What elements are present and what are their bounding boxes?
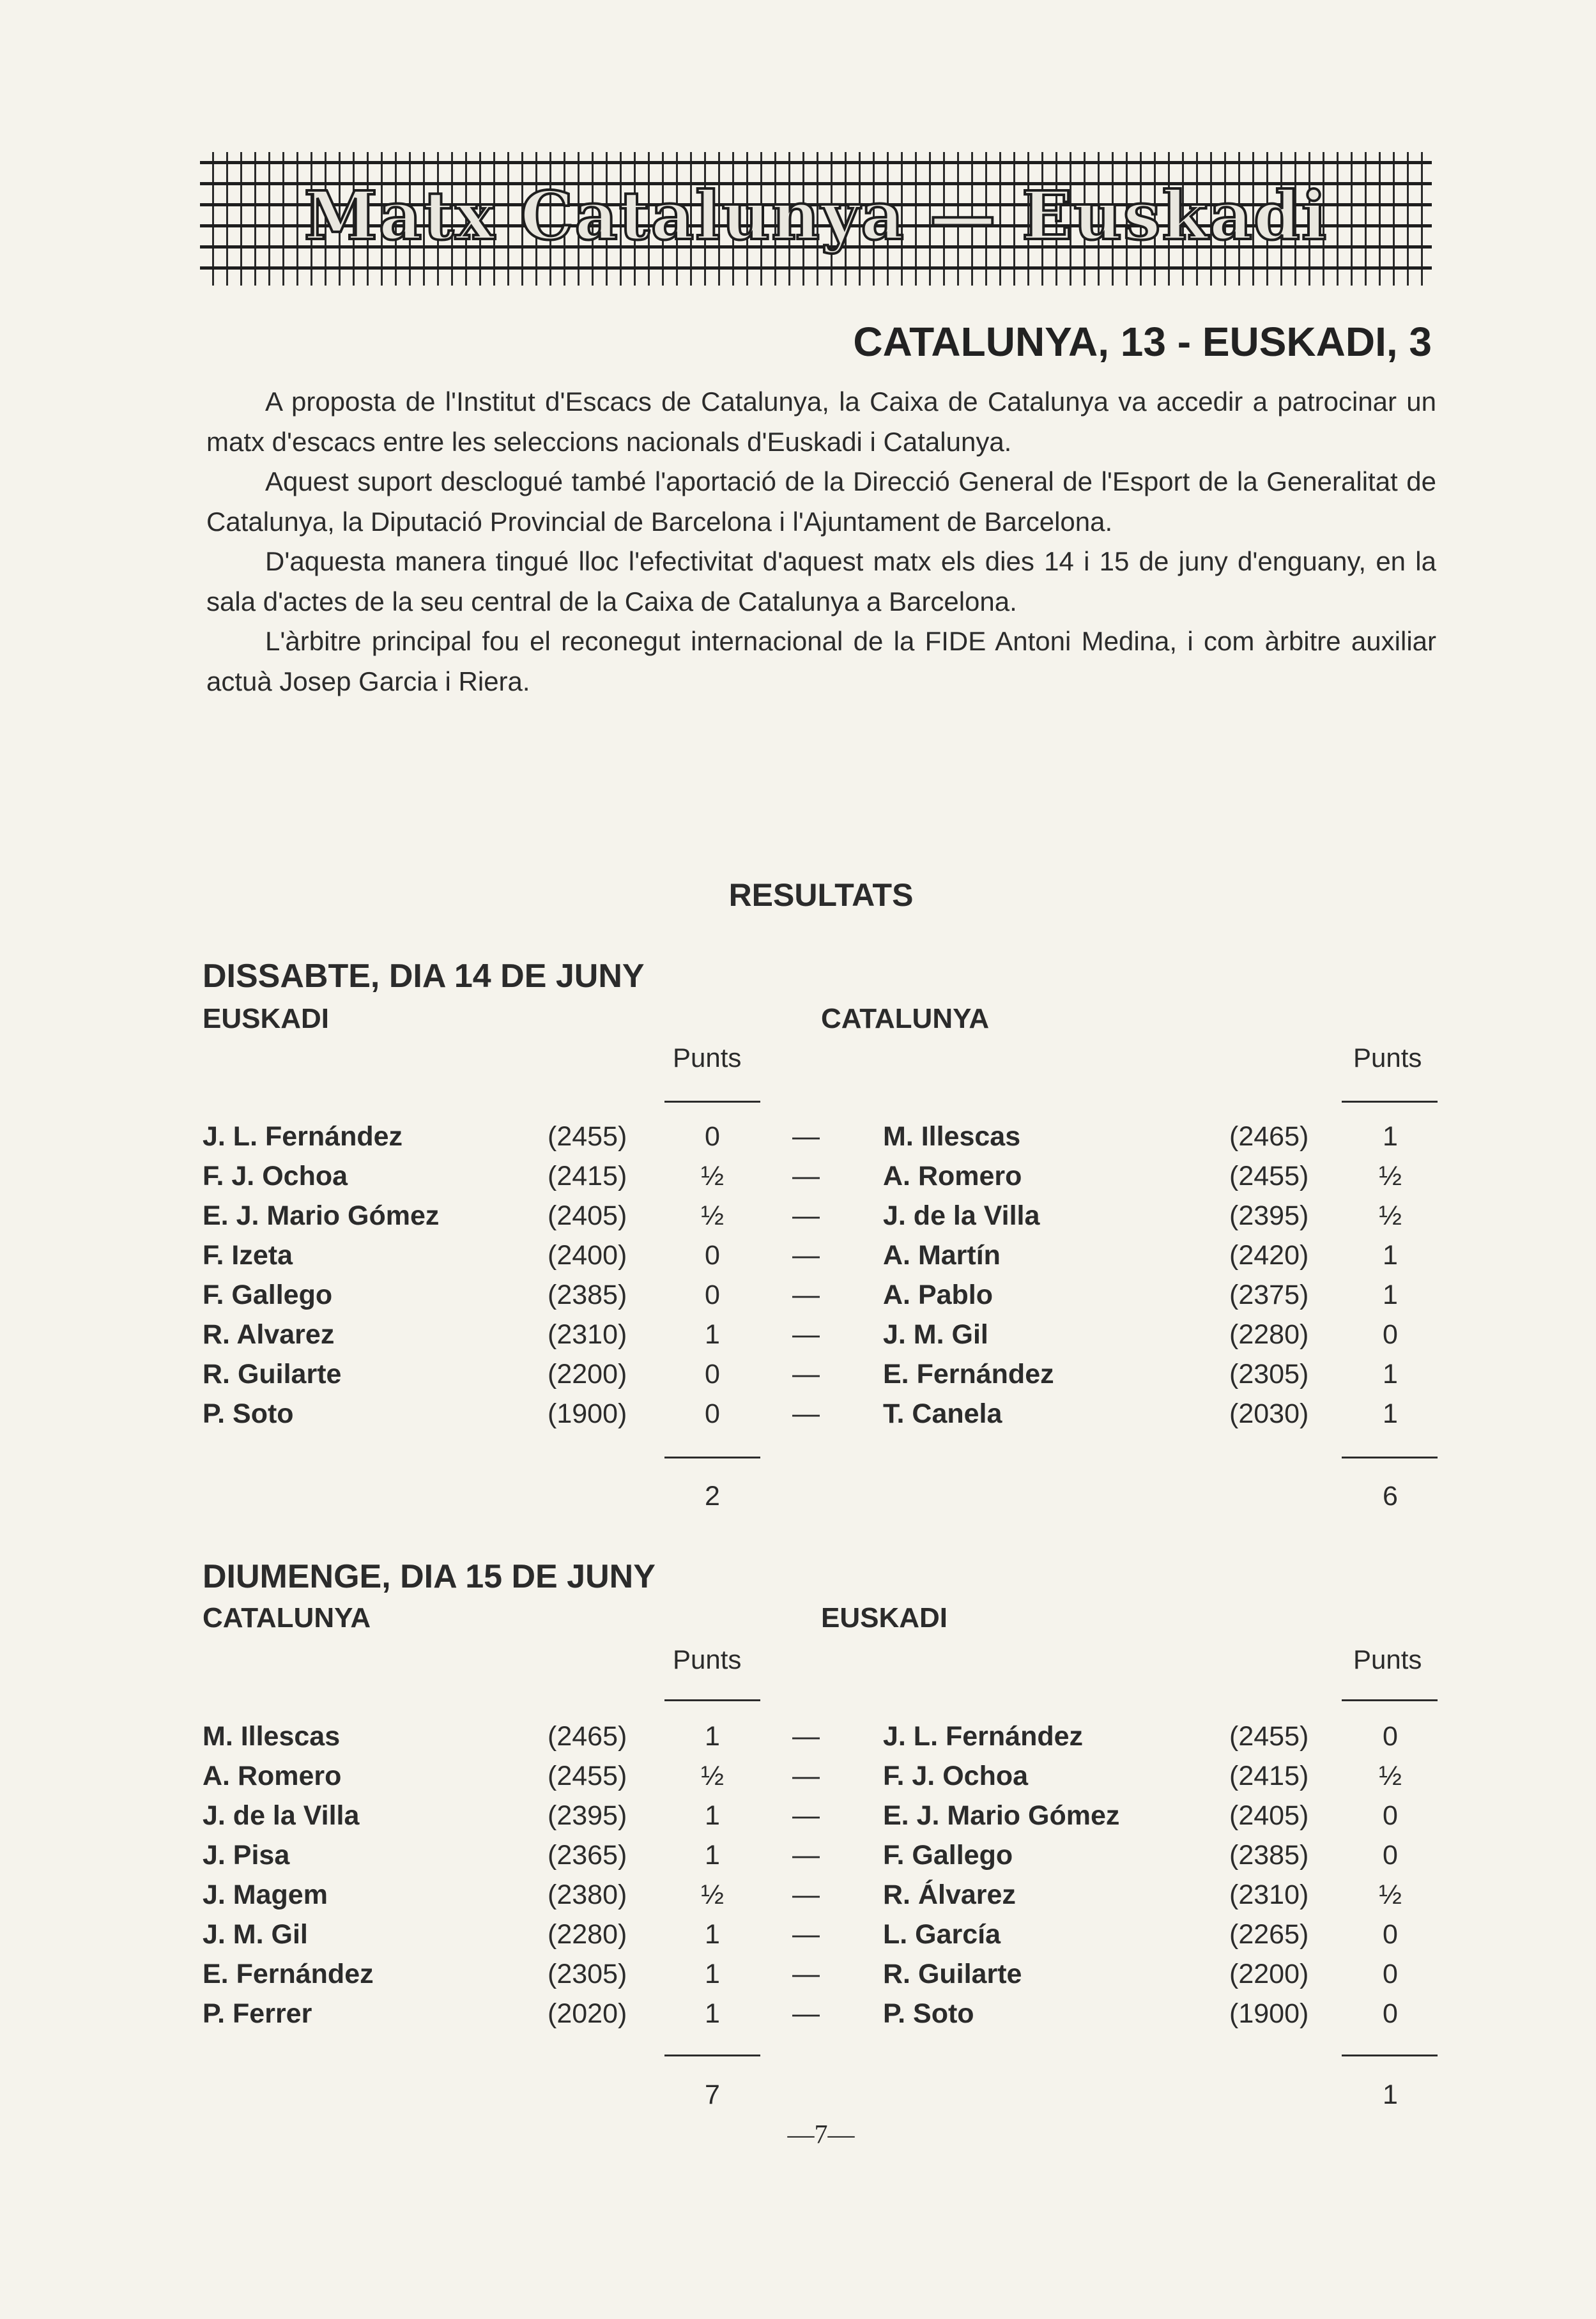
dash: — [792, 1919, 820, 1950]
score-left: 0 [705, 1121, 720, 1152]
divider [664, 2055, 760, 2056]
player-left: E. Fernández [203, 1959, 374, 1989]
intro-text [206, 382, 1436, 701]
rating-left: (2310) [548, 1319, 627, 1350]
table-row [0, 1240, 1596, 1280]
intro-paragraph: L'àrbitre principal fou el reconegut internacional de la FIDE Antoni Medina, i com àrbitre auxiliar actuà Josep Garcia i Riera. [206, 626, 1436, 696]
round-2-total-left: 7 [705, 2079, 720, 2110]
divider [1342, 2055, 1438, 2056]
rating-right: (2305) [1229, 1359, 1309, 1389]
round-1-punts-right: Punts [1353, 1043, 1422, 1073]
score-right: 0 [1383, 1919, 1398, 1950]
player-left: E. J. Mario Gómez [203, 1200, 440, 1231]
player-right: E. J. Mario Gómez [883, 1800, 1120, 1831]
rating-right: (2405) [1229, 1800, 1309, 1831]
dash: — [792, 1240, 820, 1271]
divider [664, 1699, 760, 1701]
player-right: J. L. Fernández [883, 1721, 1084, 1752]
rating-left: (2465) [548, 1721, 627, 1752]
score-left: ½ [701, 1761, 724, 1791]
table-row [0, 1721, 1596, 1761]
player-left: F. Izeta [203, 1240, 293, 1271]
dash: — [792, 1879, 820, 1910]
player-right: J. M. Gil [883, 1319, 988, 1350]
intro-paragraph: A proposta de l'Institut d'Escacs de Catalunya, la Caixa de Catalunya va accedir a patrocinar un matx d'escacs entre les seleccions nacionals d'Euskadi i Catalunya. [206, 386, 1436, 457]
player-left: R. Guilarte [203, 1359, 342, 1389]
score-right: 0 [1383, 1800, 1398, 1831]
score-left: 0 [705, 1359, 720, 1389]
player-left: J. M. Gil [203, 1919, 308, 1950]
table-row [0, 1879, 1596, 1919]
score-left: 1 [705, 1800, 720, 1831]
divider [664, 1457, 760, 1458]
rating-right: (2385) [1229, 1840, 1309, 1871]
player-right: R. Guilarte [883, 1959, 1022, 1989]
table-row [0, 1919, 1596, 1959]
table-row [0, 1840, 1596, 1879]
rating-right: (2455) [1229, 1721, 1309, 1752]
dash: — [792, 1200, 820, 1231]
rating-right: (1900) [1229, 1998, 1309, 2029]
dash: — [792, 1721, 820, 1752]
rating-right: (2310) [1229, 1879, 1309, 1910]
score-right: 1 [1383, 1398, 1398, 1429]
score-left: 1 [705, 1721, 720, 1752]
page-number: —7— [787, 2120, 855, 2150]
table-row [0, 1319, 1596, 1359]
score-right: 1 [1383, 1240, 1398, 1271]
title-banner [200, 152, 1432, 286]
results-heading: RESULTATS [728, 877, 914, 913]
rating-right: (2375) [1229, 1280, 1309, 1310]
table-row [0, 1761, 1596, 1800]
dash: — [792, 1280, 820, 1310]
score-left: 0 [705, 1240, 720, 1271]
rating-left: (2455) [548, 1761, 627, 1791]
score-left: ½ [701, 1200, 724, 1231]
score-right: 0 [1383, 1721, 1398, 1752]
player-right: T. Canela [883, 1398, 1002, 1429]
round-1-punts-left: Punts [673, 1043, 742, 1073]
score-right: 1 [1383, 1121, 1398, 1152]
rating-left: (2395) [548, 1800, 627, 1831]
player-right: A. Romero [883, 1161, 1022, 1191]
score-left: 1 [705, 1998, 720, 2029]
round-2-punts-right: Punts [1353, 1644, 1422, 1674]
dash: — [792, 1998, 820, 2029]
player-right: F. J. Ochoa [883, 1761, 1029, 1791]
dash: — [792, 1161, 820, 1191]
rating-left: (2280) [548, 1919, 627, 1950]
score-left: 1 [705, 1319, 720, 1350]
score-left: 0 [705, 1280, 720, 1310]
rating-left: (2455) [548, 1121, 627, 1152]
rating-right: (2280) [1229, 1319, 1309, 1350]
dash: — [792, 1359, 820, 1389]
player-right: E. Fernández [883, 1359, 1054, 1389]
rating-right: (2200) [1229, 1959, 1309, 1989]
dash: — [792, 1800, 820, 1831]
rating-right: (2265) [1229, 1919, 1309, 1950]
table-row [0, 1398, 1596, 1438]
round-1-day: DISSABTE, DIA 14 DE JUNY [203, 958, 645, 995]
player-right: M. Illescas [883, 1121, 1021, 1152]
round-2-total-right: 1 [1383, 2079, 1398, 2110]
score-left: 1 [705, 1840, 720, 1871]
player-left: M. Illescas [203, 1721, 341, 1752]
rating-left: (2305) [548, 1959, 627, 1989]
score-right: 1 [1383, 1359, 1398, 1389]
dash: — [792, 1121, 820, 1152]
player-right: J. de la Villa [883, 1200, 1040, 1231]
round-1-total-left: 2 [705, 1481, 720, 1512]
match-score-heading: CATALUNYA, 13 - EUSKADI, 3 [853, 319, 1432, 365]
score-left: 1 [705, 1959, 720, 1989]
round-2-team-left: CATALUNYA [203, 1602, 371, 1634]
round-2-team-right: EUSKADI [821, 1602, 948, 1634]
player-left: J. L. Fernández [203, 1121, 403, 1152]
player-right: A. Martín [883, 1240, 1001, 1271]
score-right: ½ [1379, 1161, 1402, 1191]
player-left: P. Soto [203, 1398, 294, 1429]
player-left: J. Pisa [203, 1840, 290, 1871]
player-left: J. Magem [203, 1879, 328, 1910]
score-left: 1 [705, 1919, 720, 1950]
rating-right: (2395) [1229, 1200, 1309, 1231]
table-row [0, 1200, 1596, 1240]
score-left: ½ [701, 1161, 724, 1191]
rating-left: (2200) [548, 1359, 627, 1389]
player-left: P. Ferrer [203, 1998, 312, 2029]
table-row [0, 1359, 1596, 1398]
player-left: R. Alvarez [203, 1319, 335, 1350]
score-right: ½ [1379, 1200, 1402, 1231]
divider [664, 1101, 760, 1103]
score-left: 0 [705, 1398, 720, 1429]
score-right: 0 [1383, 1998, 1398, 2029]
rating-left: (2415) [548, 1161, 627, 1191]
divider [1342, 1457, 1438, 1458]
table-row [0, 1161, 1596, 1200]
rating-left: (2365) [548, 1840, 627, 1871]
table-row [0, 1998, 1596, 2038]
player-right: A. Pablo [883, 1280, 994, 1310]
round-1-team-left: EUSKADI [203, 1003, 330, 1034]
intro-paragraph: Aquest suport desclogué també l'aportació de la Direcció General de l'Esport de la Generalitat de Catalunya, la Diputació Provincial de Barcelona i l'Ajuntament de Barcelona. [206, 466, 1436, 537]
round-1-total-right: 6 [1383, 1481, 1398, 1512]
page-title: Matx Catalunya — Euskadi [303, 176, 1328, 255]
table-row [0, 1959, 1596, 1998]
dash: — [792, 1398, 820, 1429]
score-right: 0 [1383, 1959, 1398, 1989]
intro-paragraph: D'aquesta manera tingué lloc l'efectivitat d'aquest matx els dies 14 i 15 de juny d'enguany, en la sala d'actes de la seu central de la Caixa de Catalunya a Barcelona. [206, 546, 1436, 616]
rating-left: (1900) [548, 1398, 627, 1429]
rating-left: (2020) [548, 1998, 627, 2029]
player-left: F. Gallego [203, 1280, 333, 1310]
table-row [0, 1280, 1596, 1319]
score-left: ½ [701, 1879, 724, 1910]
rating-right: (2455) [1229, 1161, 1309, 1191]
player-left: F. J. Ochoa [203, 1161, 348, 1191]
rating-right: (2030) [1229, 1398, 1309, 1429]
rating-right: (2420) [1229, 1240, 1309, 1271]
rating-right: (2415) [1229, 1761, 1309, 1791]
dash: — [792, 1319, 820, 1350]
rating-left: (2400) [548, 1240, 627, 1271]
rating-left: (2380) [548, 1879, 627, 1910]
dash: — [792, 1840, 820, 1871]
round-2-day: DIUMENGE, DIA 15 DE JUNY [203, 1558, 656, 1595]
player-left: A. Romero [203, 1761, 342, 1791]
round-1-team-right: CATALUNYA [821, 1003, 990, 1034]
divider [1342, 1699, 1438, 1701]
divider [1342, 1101, 1438, 1103]
score-right: 0 [1383, 1319, 1398, 1350]
rating-left: (2385) [548, 1280, 627, 1310]
table-row [0, 1121, 1596, 1161]
round-2-punts-left: Punts [673, 1644, 742, 1674]
player-right: P. Soto [883, 1998, 974, 2029]
player-right: F. Gallego [883, 1840, 1013, 1871]
table-row [0, 1800, 1596, 1840]
dash: — [792, 1959, 820, 1989]
player-left: J. de la Villa [203, 1800, 360, 1831]
rating-right: (2465) [1229, 1121, 1309, 1152]
score-right: ½ [1379, 1761, 1402, 1791]
dash: — [792, 1761, 820, 1791]
player-right: L. García [883, 1919, 1001, 1950]
score-right: 1 [1383, 1280, 1398, 1310]
player-right: R. Álvarez [883, 1879, 1016, 1910]
score-right: 0 [1383, 1840, 1398, 1871]
score-right: ½ [1379, 1879, 1402, 1910]
rating-left: (2405) [548, 1200, 627, 1231]
